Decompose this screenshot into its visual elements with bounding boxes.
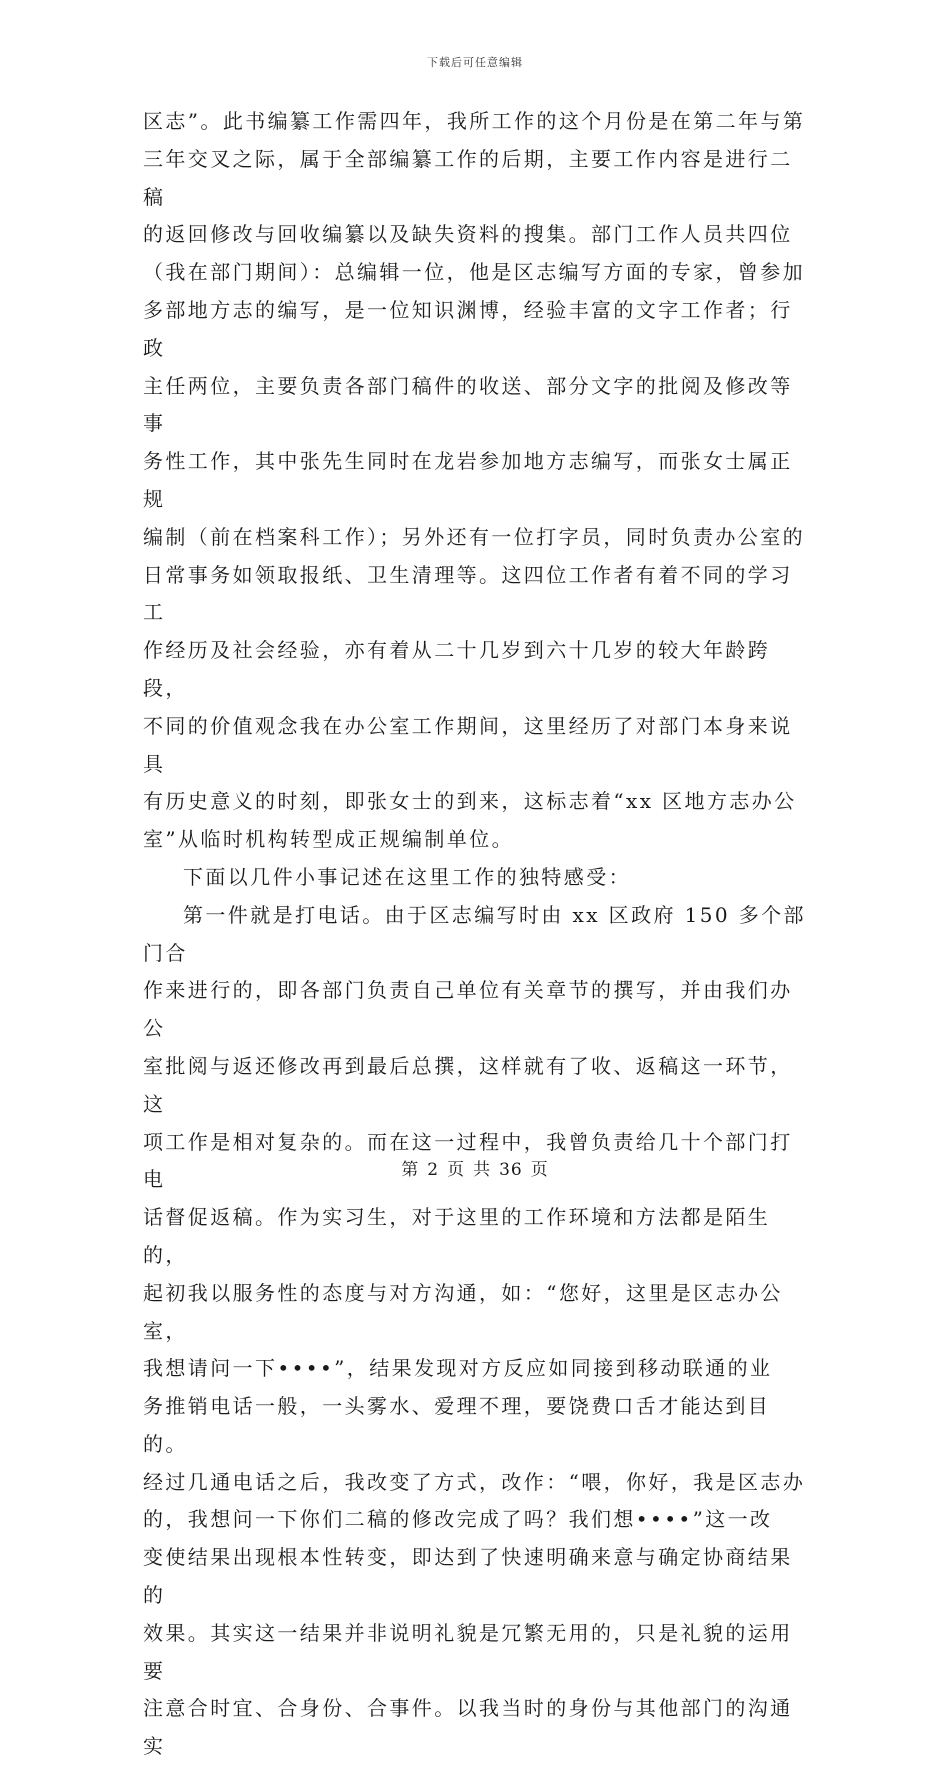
- text-line: 有历史意义的时刻，即张女士的到来，这标志着“xx 区地方志办公: [143, 789, 797, 814]
- text-line: 务性工作，其中张先生同时在龙岩参加地方志编写，而张女士属正规: [143, 449, 793, 511]
- text-line: 我想请问一下••••”，结果发现对方反应如同接到移动联通的业: [143, 1356, 773, 1381]
- text-line: 效果。其实这一结果并非说明礼貌是冗繁无用的，只是礼貌的运用要: [143, 1620, 793, 1683]
- footer-page-number: 2: [427, 1160, 440, 1180]
- text-line: 注意合时宜、合身份、合事件。以我当时的身份与其他部门的沟通实: [143, 1696, 793, 1759]
- text-line: 的返回修改与回收编纂以及缺失资料的搜集。部门工作人员共四位: [143, 222, 793, 247]
- text-line: 务推销电话一般，一头雾水、爱理不理，要饶费口舌才能达到目的。: [143, 1394, 771, 1456]
- text-line: 区志”。此书编纂工作需四年，我所工作的这个月份是在第二年与第: [143, 109, 806, 133]
- text-line: （我在部门期间）：总编辑一位，他是区志编写方面的专家，曾参加: [143, 260, 805, 285]
- text-line: 日常事务如领取报纸、卫生清理等。这四位工作者有着不同的学习工: [143, 562, 793, 625]
- text-line: 三年交叉之际，属于全部编纂工作的后期，主要工作内容是进行二稿: [143, 146, 793, 209]
- text-line: 项工作是相对复杂的。而在这一过程中，我曾负责给几十个部门打电: [143, 1129, 793, 1192]
- footer-total-prefix: 共: [473, 1160, 492, 1180]
- text-line: 的，我想问一下你们二稿的修改完成了吗？我们想••••”这一改: [143, 1507, 773, 1532]
- text-line: 下面以几件小事记述在这里工作的独特感受：: [183, 864, 631, 889]
- footer-prefix: 第: [401, 1160, 420, 1180]
- text-line: 变使结果出现根本性转变，即达到了快速明确来意与确定协商结果的: [143, 1545, 793, 1608]
- text-line: 话督促返稿。作为实习生，对于这里的工作环境和方法都是陌生的，: [143, 1205, 771, 1267]
- text-line: 多部地方志的编写，是一位知识渊博，经验丰富的文字工作者；行政: [143, 297, 793, 360]
- page-header: 下载后可任意编辑: [427, 56, 523, 69]
- text-line: 起初我以服务性的态度与对方沟通，如：“您好，这里是区志办公室，: [143, 1280, 783, 1343]
- text-line: 经过几通电话之后，我改变了方式，改作：“喂，你好，我是区志办: [143, 1469, 806, 1494]
- text-line: 作来进行的，即各部门负责自己单位有关章节的撰写，并由我们办公: [143, 978, 793, 1041]
- text-line: 室”从临时机构转型成正规编制单位。: [143, 827, 515, 852]
- text-line: 不同的价值观念我在办公室工作期间，这里经历了对部门本身来说具: [143, 713, 793, 776]
- text-line: 室批阅与返还修改再到最后总撰，这样就有了收、返稿这一环节，这: [143, 1053, 793, 1116]
- page-footer: [0, 1155, 950, 1180]
- text-line: 主任两位，主要负责各部门稿件的收送、部分文字的批阅及修改等事: [143, 373, 793, 436]
- text-line: 第一件就是打电话。由于区志编写时由 xx 区政府 150 多个部门合: [143, 902, 806, 965]
- text-line: 作经历及社会经验，亦有着从二十几岁到六十几岁的较大年龄跨段，: [143, 638, 771, 700]
- footer-page-unit: 页: [447, 1160, 466, 1180]
- text-line: 编制（前在档案科工作）；另外还有一位打字员，同时负责办公室的: [143, 524, 805, 549]
- footer-total-pages: 36: [499, 1160, 523, 1180]
- document-body: [143, 103, 807, 1766]
- footer-total-unit: 页: [530, 1160, 549, 1180]
